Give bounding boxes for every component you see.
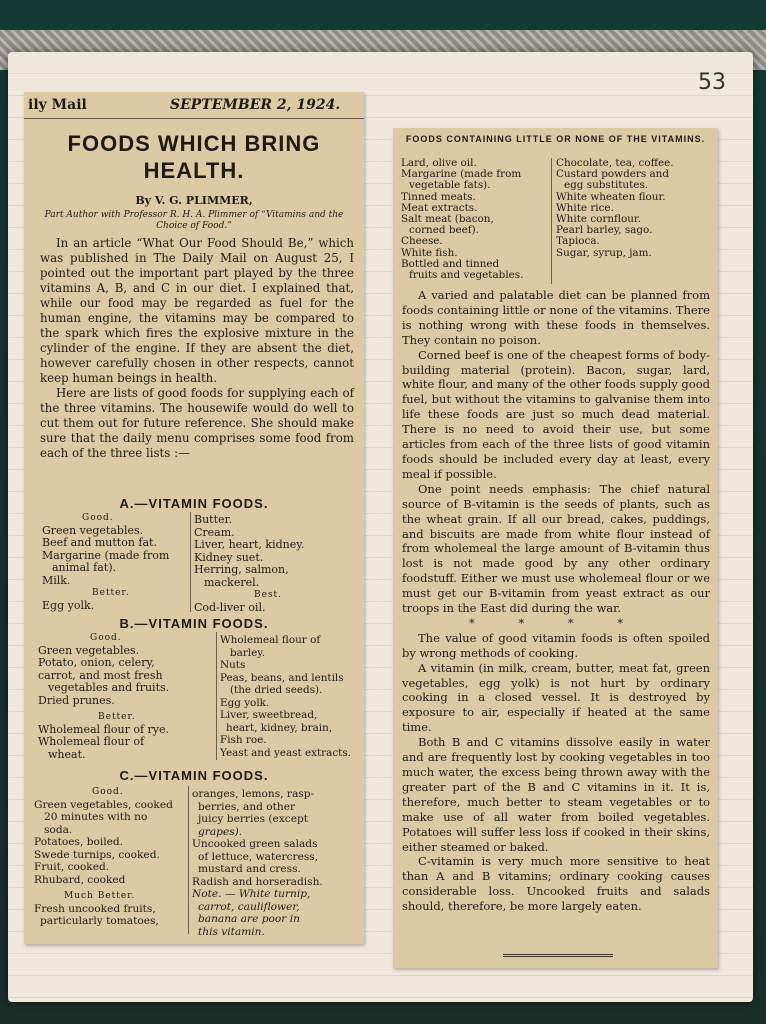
list-item: Pearl barley, sago. — [556, 224, 653, 237]
list-item: Chocolate, tea, coffee. — [556, 157, 674, 169]
intro-paragraph: In an article “What Our Food Should Be,” which was published in The Daily Mail on August 25, I pointed out the important part played by the three vitamins A, B, and C in our diet. I explained that, while our food may be regarded as fuel for the human engine, the vitamins may be compared to the spark which fires the explosive mixture in the cylinder of the engine. If they are absent the diet, however carefully chosen in other respects, cannot keep human beings in health. — [40, 236, 354, 385]
intro-text — [40, 236, 354, 461]
list-item: (the dried seeds). — [230, 684, 323, 696]
list-item: Milk. — [42, 573, 71, 587]
list-item: egg substitutes. — [564, 179, 649, 192]
list-item: Green vegetables. — [42, 523, 144, 537]
list-item: Wholemeal flour of rye. — [38, 722, 170, 736]
list-item: Herring, salmon, — [194, 563, 289, 576]
section-c-right — [192, 788, 362, 938]
section-c-left — [34, 786, 189, 928]
list-item: Cream. — [194, 525, 235, 539]
better-label: Better. — [98, 712, 136, 722]
column-divider — [190, 512, 191, 612]
list-item: mackerel. — [204, 575, 260, 589]
list-item: juicy berries (except — [198, 813, 309, 825]
list-item: wheat. — [48, 747, 86, 761]
list-item: grapes). — [198, 825, 243, 838]
body-paragraph: C-vitamin is very much more sensitive to heat than A and B vitamins; ordinary cooking causes considerable loss. Uncooked fruits and salads should, therefore, be more largely eaten. — [402, 854, 710, 914]
list-item: Liver, heart, kidney. — [194, 538, 305, 551]
list-item: Peas, beans, and lentils — [220, 671, 344, 684]
body-paragraph: Corned beef is one of the cheapest forms of body-building material (protein). Bacon, sugar, lard, white flour, and many of the other foods supply good fuel, but without the vitamins to galvanise them into life these foods are just so much dead material. There is no need to avoid their use, but some articles from each of the three lists of good vitamin foods should be included every day at least, every meal if possible. — [402, 347, 710, 481]
good-label: Good. — [82, 513, 114, 523]
list-item: Note. — White turnip, — [192, 888, 311, 900]
list-item: White fish. — [401, 246, 458, 259]
body-paragraph: A varied and palatable diet can be planned from foods containing little or none of the vitamins. There is nothing wrong with these foods in themselves. They contain no poison. — [402, 288, 710, 347]
list-item: particularly tomatoes, — [40, 915, 159, 927]
body-paragraph: A vitamin (in milk, cream, butter, meat fat, green vegetables, egg yolk) is not hurt by ordinary cooking in a closed vessel. It is destroyed by exposure to air, especially if heated at the same time. — [402, 660, 710, 735]
vitamin-free-right-list — [556, 158, 714, 259]
right-clipping — [393, 128, 718, 968]
list-item: barley. — [230, 646, 266, 659]
list-item: berries, and other — [198, 800, 296, 813]
body-paragraph: The value of good vitamin foods is often spoiled by wrong methods of cooking. — [402, 630, 710, 660]
best-label: Best. — [254, 590, 283, 600]
better-label: Better. — [92, 588, 130, 598]
page-number: 53 — [698, 70, 726, 95]
list-item: carrot, cauliflower, — [198, 900, 300, 913]
list-item: Yeast and yeast extracts. — [220, 746, 351, 759]
list-item: Liver, sweetbread, — [220, 709, 318, 721]
list-item: Egg yolk. — [42, 598, 95, 612]
list-item: Lard, olive oil. — [401, 157, 477, 169]
section-a-right — [194, 514, 354, 614]
intro-paragraph: Here are lists of good foods for supplying each of the three vitamins. The housewife would do well to cut them out for future reference. She should make sure that the daily menu comprises some food from each of the three lists :— — [40, 386, 354, 460]
section-b-right — [220, 634, 360, 759]
list-item: Dried prunes. — [38, 693, 115, 707]
list-item: Uncooked green salads — [192, 838, 318, 850]
list-item: Egg yolk. — [220, 696, 270, 709]
vitamin-free-left-list — [401, 158, 549, 281]
list-item: vegetable fats). — [409, 179, 491, 192]
list-item: carrot, and most fresh — [38, 668, 163, 682]
byline: By V. G. PLIMMER, — [135, 194, 253, 207]
list-item: Fresh uncooked fruits, — [34, 902, 156, 915]
list-item: Bottled and tinned — [401, 257, 500, 270]
list-item: 20 minutes with no — [44, 811, 148, 823]
list-item: oranges, lemons, rasp- — [192, 788, 315, 800]
section-b-left — [38, 632, 188, 761]
list-item: Wholemeal flour of — [220, 634, 321, 646]
list-item: Wholemeal flour of — [38, 735, 145, 748]
body-paragraph: Both B and C vitamins dissolve easily in water and are frequently lost by cooking vegetables in too much water, the excess being thrown away with the greater part of the B and C vitamins in it. It is, therefore, much better to steam vegetables or to make use of all water from boiled vegetables. Potatoes will suffer less loss if cooked in their skins, either steamed or baked. — [402, 735, 710, 854]
much-better-label: Much Better. — [64, 891, 136, 901]
article-text — [402, 288, 710, 914]
section-a-title: A.—VITAMIN FOODS. — [119, 496, 269, 511]
list-item: Cod-liver oil. — [194, 600, 266, 614]
list-item: soda. — [44, 823, 73, 836]
date: SEPTEMBER 2, 1924. — [170, 97, 341, 113]
dateline — [24, 92, 364, 119]
list-item: Meat extracts. — [401, 201, 478, 214]
list-item: Radish and horseradish. — [192, 875, 323, 888]
list-item: animal fat). — [52, 561, 117, 574]
headline: FOODS WHICH BRING HEALTH. — [67, 131, 321, 183]
list-item: Fish roe. — [220, 734, 267, 746]
list-item: heart, kidney, brain, — [226, 721, 333, 734]
list-item: of lettuce, watercress, — [198, 850, 319, 863]
list-item: corned beef). — [409, 224, 479, 237]
list-item: Custard powders and — [556, 168, 670, 181]
column-divider — [188, 786, 189, 934]
end-rule — [503, 954, 613, 957]
good-label: Good. — [90, 633, 122, 643]
list-item: Beef and mutton fat. — [42, 536, 157, 549]
list-item: Tapioca. — [556, 235, 600, 248]
left-clipping — [24, 92, 364, 944]
list-item: fruits and vegetables. — [409, 269, 524, 282]
list-item: Swede turnips, cooked. — [34, 848, 160, 861]
list-item: vegetables and fruits. — [48, 681, 170, 694]
list-item: banana are poor in — [198, 913, 300, 925]
list-item: Potatoes, boiled. — [34, 836, 124, 848]
list-item: Green vegetables, cooked — [34, 798, 173, 811]
list-item: Cheese. — [401, 235, 443, 248]
list-item: Salt meat (bacon, — [401, 213, 494, 226]
list-item: Fruit, cooked. — [34, 861, 110, 873]
attribution: Part Author with Professor R. H. A. Plimmer of “Vitamins and the Choice of Food.” — [44, 210, 344, 231]
good-label: Good. — [92, 787, 124, 797]
vitamin-free-header: FOODS CONTAINING LITTLE OR NONE OF THE VITAMINS. — [405, 134, 706, 144]
section-a-left — [42, 512, 192, 612]
list-item: this vitamin. — [198, 925, 265, 938]
list-item: Butter. — [194, 513, 233, 526]
section-b-title: B.—VITAMIN FOODS. — [119, 616, 269, 631]
list-item: Nuts — [220, 659, 246, 671]
list-item: Kidney suet. — [194, 550, 264, 564]
body-paragraph: One point needs emphasis: The chief natural source of B-vitamin is the seeds of plants, such as the wheat grain. If all our bread, cakes, puddings, and biscuits are made from white flour instead of from wholemeal the large amount of B-vitamin thus lost is not made good by any other ordinary foodstuff. Either we must use wholemeal flour or we must get our B-vitamin from yeast extract as our troops in the East did during the war. — [402, 481, 710, 616]
list-item: Green vegetables. — [38, 643, 140, 657]
list-item: Tinned meats. — [401, 190, 476, 203]
list-item: Margarine (made from — [401, 168, 522, 181]
column-divider — [216, 632, 217, 760]
list-item: White cornflour. — [556, 213, 642, 226]
column-divider — [551, 158, 552, 284]
list-item: mustard and cress. — [198, 863, 301, 875]
masthead: ily Mail — [28, 97, 87, 113]
list-item: Potato, onion, celery, — [38, 656, 155, 669]
list-item: White wheaten flour. — [556, 190, 666, 203]
list-item: White rice. — [556, 201, 614, 214]
section-separator: * * * * — [469, 615, 643, 630]
list-item: Margarine (made from — [42, 548, 170, 562]
list-item: Rhubard, cooked — [34, 873, 126, 886]
list-item: Sugar, syrup, jam. — [556, 246, 652, 259]
section-c-title: C.—VITAMIN FOODS. — [119, 768, 269, 783]
